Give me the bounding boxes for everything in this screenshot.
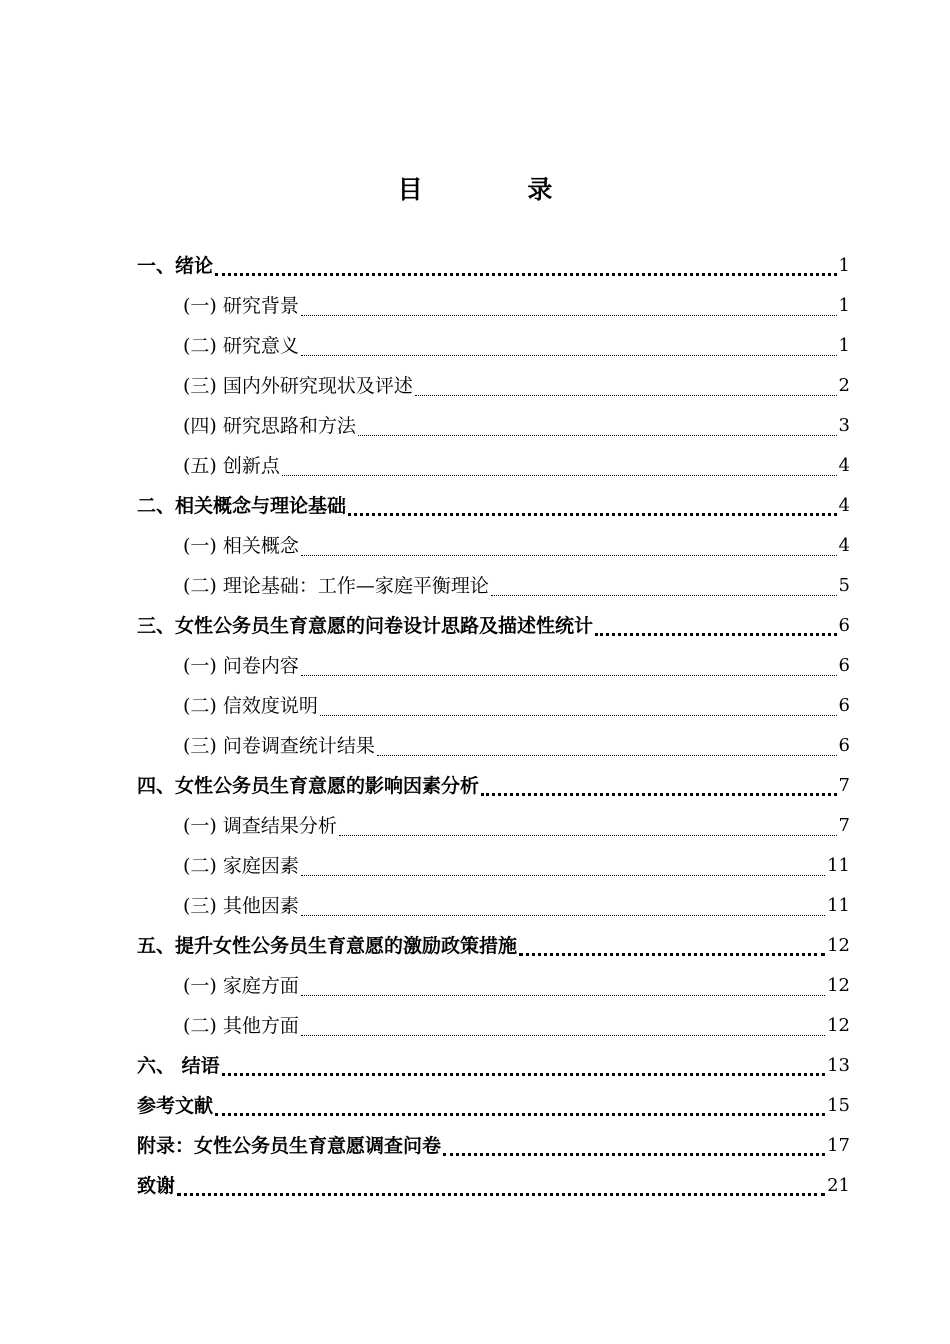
toc-section-entry[interactable] (137, 526, 850, 566)
toc-page-number: 15 (827, 1095, 850, 1116)
toc-section-entry[interactable] (137, 406, 850, 446)
toc-entry-label: (二) 研究意义 (183, 335, 299, 357)
toc-page-number: 21 (827, 1175, 850, 1196)
toc-page-number: 1 (838, 295, 850, 316)
toc-entry-label: 参考文献 (137, 1095, 214, 1117)
toc-page-number: 6 (838, 695, 850, 716)
toc-page-number: 4 (838, 535, 850, 556)
toc-entry-label: (一) 调查结果分析 (183, 815, 337, 837)
toc-dot-leader (215, 246, 837, 286)
toc-dot-leader (301, 1006, 825, 1046)
toc-dot-leader (481, 766, 837, 806)
toc-page-number: 1 (838, 335, 850, 356)
toc-page-number: 4 (838, 455, 850, 476)
toc-entry-label: (四) 研究思路和方法 (183, 415, 356, 437)
toc-page-number: 12 (827, 975, 850, 996)
toc-dot-leader (177, 1166, 825, 1206)
toc-section-entry[interactable] (137, 846, 850, 886)
toc-dot-leader (491, 566, 837, 606)
table-of-contents (137, 246, 850, 1206)
toc-chapter-entry[interactable] (137, 1126, 850, 1166)
toc-section-entry[interactable] (137, 726, 850, 766)
toc-entry-label: 五、提升女性公务员生育意愿的激励政策措施 (137, 935, 518, 957)
toc-page-number: 5 (838, 575, 850, 596)
toc-entry-label: (二) 信效度说明 (183, 695, 318, 717)
toc-section-entry[interactable] (137, 886, 850, 926)
toc-dot-leader (358, 406, 837, 446)
toc-page-number: 7 (838, 815, 850, 836)
toc-page-number: 12 (827, 935, 850, 956)
toc-chapter-entry[interactable] (137, 1166, 850, 1206)
toc-chapter-entry[interactable] (137, 926, 850, 966)
toc-section-entry[interactable] (137, 566, 850, 606)
toc-dot-leader (519, 926, 825, 966)
toc-dot-leader (348, 486, 837, 526)
toc-page-number: 4 (838, 495, 850, 516)
toc-page-number: 2 (838, 375, 850, 396)
toc-dot-leader (339, 806, 837, 846)
toc-dot-leader (415, 366, 837, 406)
toc-page-number: 1 (838, 255, 850, 276)
toc-dot-leader (282, 446, 837, 486)
page-title: 目 录 (397, 175, 601, 204)
toc-entry-label: (一) 相关概念 (183, 535, 299, 557)
toc-chapter-entry[interactable] (137, 606, 850, 646)
toc-entry-label: 三、女性公务员生育意愿的问卷设计思路及描述性统计 (137, 615, 594, 637)
toc-entry-label: (三) 其他因素 (183, 895, 299, 917)
toc-page-number: 11 (827, 895, 850, 916)
toc-entry-label: 四、女性公务员生育意愿的影响因素分析 (137, 775, 480, 797)
toc-entry-label: (五) 创新点 (183, 455, 280, 477)
toc-section-entry[interactable] (137, 966, 850, 1006)
toc-section-entry[interactable] (137, 286, 850, 326)
toc-dot-leader (301, 646, 837, 686)
toc-dot-leader (377, 726, 837, 766)
toc-page-number: 13 (827, 1055, 850, 1076)
toc-page-number: 11 (827, 855, 850, 876)
toc-page-number: 6 (838, 655, 850, 676)
toc-dot-leader (595, 606, 837, 646)
toc-chapter-entry[interactable] (137, 486, 850, 526)
toc-section-entry[interactable] (137, 806, 850, 846)
toc-section-entry[interactable] (137, 686, 850, 726)
toc-entry-label: 致谢 (137, 1175, 176, 1197)
toc-section-entry[interactable] (137, 446, 850, 486)
toc-dot-leader (443, 1126, 825, 1166)
toc-page-number: 6 (838, 735, 850, 756)
toc-dot-leader (301, 326, 837, 366)
toc-entry-label: (三) 问卷调查统计结果 (183, 735, 375, 757)
toc-dot-leader (301, 886, 825, 926)
toc-chapter-entry[interactable] (137, 246, 850, 286)
toc-dot-leader (320, 686, 837, 726)
toc-entry-label: 附录：女性公务员生育意愿调查问卷 (137, 1135, 442, 1157)
toc-entry-label: 六、 结语 (137, 1055, 220, 1077)
toc-dot-leader (301, 526, 837, 566)
toc-entry-label: (一) 家庭方面 (183, 975, 299, 997)
toc-section-entry[interactable] (137, 646, 850, 686)
toc-section-entry[interactable] (137, 326, 850, 366)
toc-chapter-entry[interactable] (137, 1086, 850, 1126)
toc-entry-label: (一) 研究背景 (183, 295, 299, 317)
toc-entry-label: (二) 家庭因素 (183, 855, 299, 877)
toc-dot-leader (301, 966, 825, 1006)
toc-entry-label: 二、相关概念与理论基础 (137, 495, 347, 517)
toc-page-number: 3 (838, 415, 850, 436)
toc-page-number: 17 (827, 1135, 850, 1156)
toc-page-number: 6 (838, 615, 850, 636)
toc-dot-leader (215, 1086, 825, 1126)
toc-section-entry[interactable] (137, 366, 850, 406)
toc-entry-label: (三) 国内外研究现状及评述 (183, 375, 413, 397)
toc-entry-label: 一、绪论 (137, 255, 214, 277)
toc-entry-label: (一) 问卷内容 (183, 655, 299, 677)
toc-dot-leader (222, 1046, 825, 1086)
toc-page-number: 12 (827, 1015, 850, 1036)
toc-dot-leader (301, 846, 825, 886)
toc-entry-label: (二) 理论基础：工作—家庭平衡理论 (183, 575, 489, 597)
toc-page-number: 7 (838, 775, 850, 796)
toc-dot-leader (301, 286, 837, 326)
toc-chapter-entry[interactable] (137, 1046, 850, 1086)
toc-entry-label: (二) 其他方面 (183, 1015, 299, 1037)
toc-section-entry[interactable] (137, 1006, 850, 1046)
toc-chapter-entry[interactable] (137, 766, 850, 806)
